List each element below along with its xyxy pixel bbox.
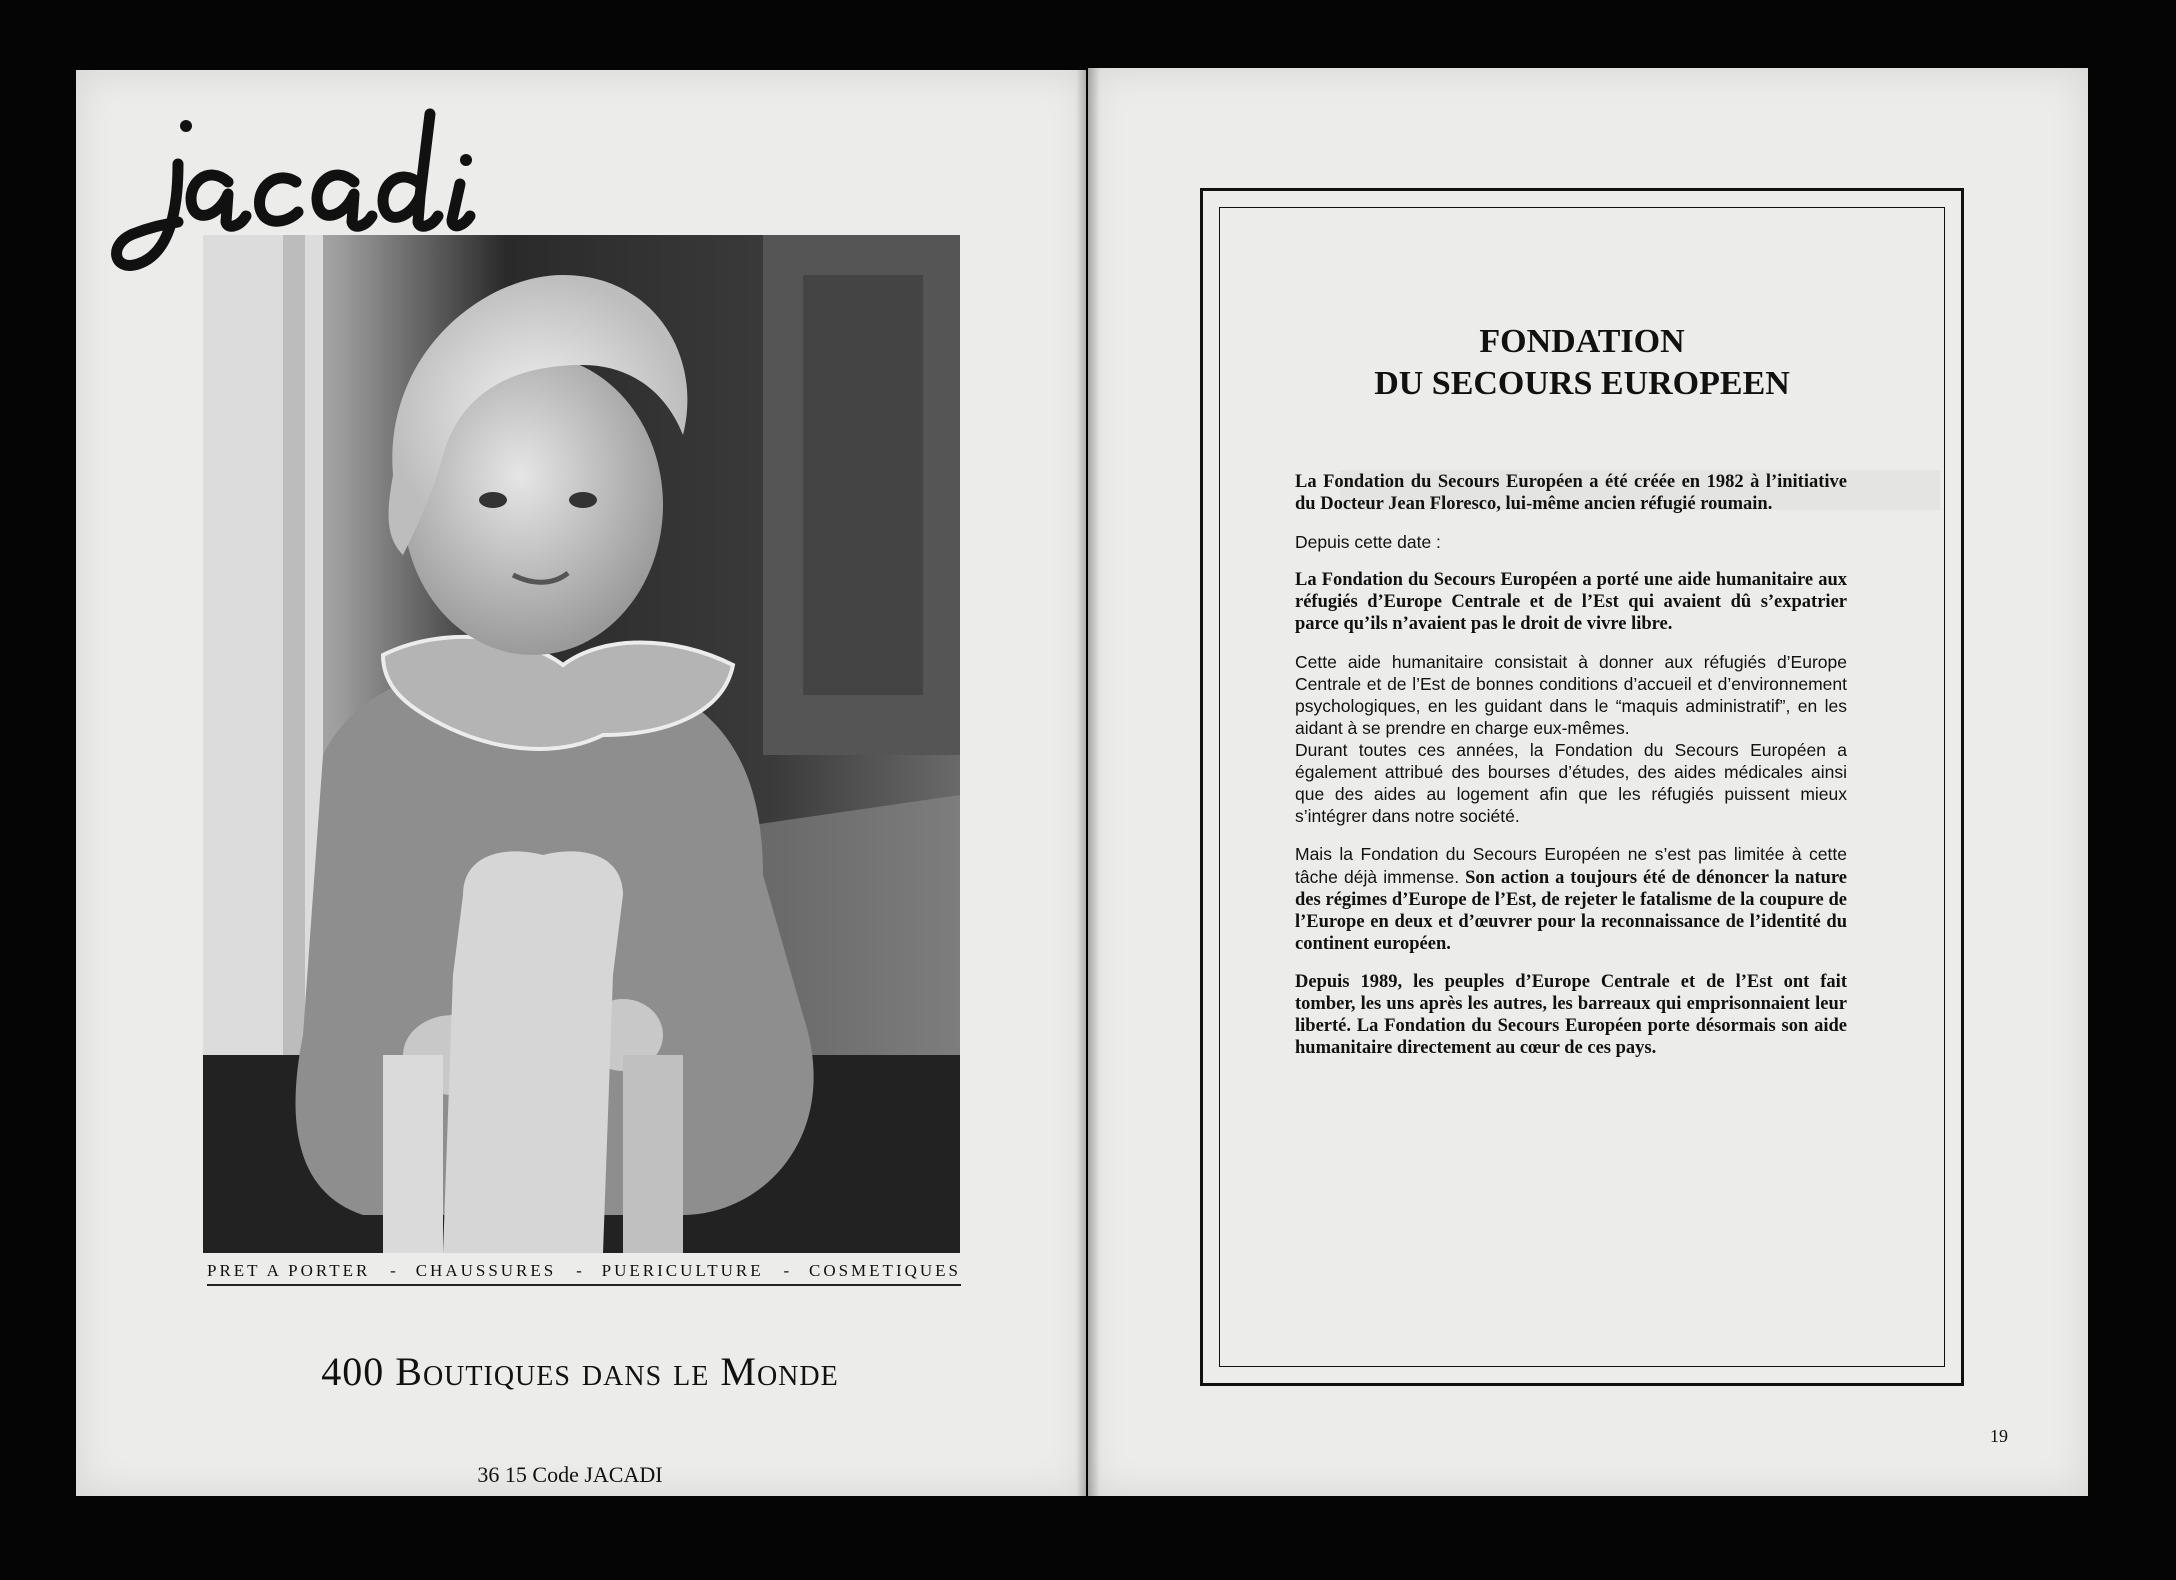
paragraph-humanitarian-aid: La Fondation du Secours Européen a porté une aide humanitaire aux réfugiés d’Europe Centrale et de l’Est qui avaient dû s’expatrier parce qu’ils n’avaient pas le droit de vivre libre. [1295, 570, 1847, 634]
foundation-title [1203, 321, 1961, 405]
title-line-2: DU SECOURS EUROPEEN [1374, 365, 1790, 402]
paragraph-since: Depuis cette date : [1295, 532, 1441, 552]
paragraph-mission [1295, 843, 1847, 955]
child-photo [203, 235, 960, 1253]
paragraph-since-1989: Depuis 1989, les peuples d’Europe Centrale et de l’Est ont fait tomber, les uns après les autres, les barreaux qui emprisonnaient leur liberté. La Fondation du Secours Européen porte désormais son aide humanitaire directement au cœur de ces pays. [1295, 972, 1847, 1058]
foundation-body [1295, 471, 1847, 1075]
category-separator: - [783, 1261, 790, 1280]
paragraph-scholarships: Durant toutes ces années, la Fondation du Secours Européen a également attribué des bourses d’études, des aides médicales ainsi que des aides au logement afin que les réfugiés puissent mieux s’intégrer dans notre société. [1295, 740, 1847, 826]
mission-bold: Son action a toujours été de dénoncer la nature des régimes d’Europe de l’Est, de rejeter le fatalisme de la coupure de l’Europe en deux et d’œuvrer pour la reconnaissance de l’identité du continent européen. [1295, 868, 1847, 954]
paragraph-founding: La Fondation du Secours Européen a été créée en 1982 à l’initiative du Docteur Jean Floresco, lui-même ancien réfugié roumain. [1295, 472, 1847, 514]
category-strip [207, 1258, 961, 1286]
category-cosmetiques: COSMETIQUES [808, 1261, 961, 1280]
category-separator: - [390, 1261, 396, 1280]
minitel-code: 36 15 Code JACADI [477, 1462, 663, 1487]
category-separator: - [576, 1261, 582, 1280]
book-gutter [1076, 68, 1100, 1496]
category-chaussures: CHAUSSURES [415, 1261, 557, 1280]
paragraph-aid-details: Cette aide humanitaire consistait à donner aux réfugiés d’Europe Centrale et de l’Est de bonnes conditions d’accueil et d’environnement psychologiques, en les guidant dans le “maquis administratif”, en les aidant à se prendre en charge eux-mêmes. [1295, 652, 1847, 738]
boutiques-tagline: 400 Boutiques dans le Monde [321, 1349, 839, 1394]
mission-regular: Mais la Fondation du Secours Européen ne s’est pas limitée à cette tâche déjà immense. [1295, 844, 1847, 887]
page-number: 19 [1990, 1426, 2008, 1446]
foundation-info-frame [1200, 188, 1964, 1386]
category-prêt-à-porter: PRET A PORTER [207, 1261, 371, 1280]
category-puericulture: PUERICULTURE [601, 1261, 764, 1280]
title-line-1: FONDATION [1479, 323, 1685, 360]
